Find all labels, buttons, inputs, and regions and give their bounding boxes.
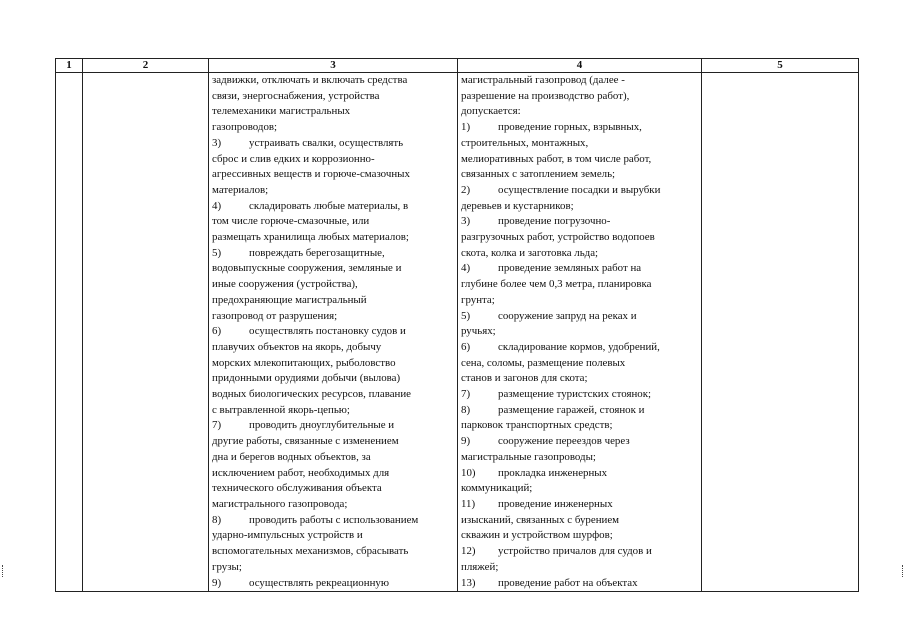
text-line	[212, 340, 455, 356]
text-line	[461, 560, 699, 576]
text-line	[212, 544, 455, 560]
text-line	[212, 230, 455, 246]
text-line	[461, 214, 699, 230]
line-text: размещать хранилища любых материалов;	[212, 231, 409, 244]
item-number: 12)	[461, 545, 476, 558]
line-text: ручьях;	[461, 325, 496, 338]
text-line	[212, 199, 455, 215]
line-text: допускается:	[461, 105, 521, 118]
text-line	[212, 89, 455, 105]
text-line	[212, 403, 455, 419]
line-text: предохраняющие магистральный	[212, 293, 367, 306]
text-line	[461, 167, 699, 183]
line-text: сооружение переездов через	[498, 435, 630, 448]
text-line	[461, 246, 699, 262]
text-line	[461, 466, 699, 482]
header-col-5: 5	[702, 59, 859, 73]
header-col-1: 1	[56, 59, 83, 73]
header-col-3: 3	[209, 59, 458, 73]
header-col-4: 4	[458, 59, 702, 73]
line-text: газопровод от разрушения;	[212, 309, 338, 322]
text-line	[212, 293, 455, 309]
item-number: 11)	[461, 497, 476, 510]
line-text: парковок транспортных средств;	[461, 419, 613, 432]
line-text: размещение гаражей, стоянок и	[498, 403, 645, 416]
text-line	[461, 450, 699, 466]
item-number: 6)	[461, 340, 471, 353]
line-text: исключением работ, необходимых для	[212, 466, 390, 479]
line-text: придонными орудиями добычи (вылова)	[212, 372, 401, 385]
text-line	[461, 324, 699, 340]
line-text: разрешение на производство работ),	[461, 89, 630, 102]
line-text: ударно-импульсных устройств и	[212, 529, 363, 542]
line-text: магистральный газопровод (далее -	[461, 74, 625, 86]
line-text: водных биологических ресурсов, плавание	[212, 388, 412, 401]
cell-col-4-permitted-works	[458, 73, 702, 592]
text-line	[461, 230, 699, 246]
text-line	[212, 481, 455, 497]
line-text: устройство причалов для судов и	[498, 545, 652, 558]
text-line	[212, 513, 455, 529]
text-line	[461, 73, 699, 89]
text-line	[461, 497, 699, 513]
text-line	[212, 371, 455, 387]
line-text: скота, колка и заготовка льда;	[461, 246, 599, 259]
text-line	[461, 340, 699, 356]
text-line	[461, 120, 699, 136]
header-row	[56, 59, 859, 73]
item-number: 4)	[212, 199, 222, 212]
text-line	[212, 246, 455, 262]
line-text: строительных, монтажных,	[461, 136, 589, 149]
item-number: 1)	[461, 121, 471, 134]
text-line	[212, 418, 455, 434]
text-line	[461, 293, 699, 309]
line-text: агрессивных веществ и горюче-смазочных	[212, 168, 410, 181]
document-table	[55, 58, 859, 592]
text-line	[212, 466, 455, 482]
text-line	[212, 104, 455, 120]
line-text: проведение погрузочно-	[498, 215, 611, 228]
line-text: разгрузочных работ, устройство водопоев	[461, 231, 655, 244]
text-line	[212, 324, 455, 340]
line-text: осуществление посадки и вырубки	[498, 183, 661, 196]
text-line	[461, 403, 699, 419]
text-line	[461, 371, 699, 387]
text-line	[212, 214, 455, 230]
text-line	[461, 387, 699, 403]
item-number: 4)	[461, 262, 471, 275]
line-text: глубине более чем 0,3 метра, планировка	[461, 278, 652, 291]
line-text: технического обслуживания объекта	[212, 482, 382, 495]
text-line	[212, 497, 455, 513]
line-text: магистральные газопроводы;	[461, 450, 596, 463]
text-line	[212, 277, 455, 293]
line-text: пляжей;	[461, 560, 499, 573]
line-text: проводить дноуглубительные и	[249, 419, 395, 432]
line-text: мелиоративных работ, в том числе работ,	[461, 152, 652, 165]
text-line	[212, 387, 455, 403]
text-line	[212, 528, 455, 544]
line-text: складировать любые материалы, в	[249, 199, 409, 212]
text-line	[461, 183, 699, 199]
text-line	[461, 199, 699, 215]
line-text: скважин и устройством шурфов;	[461, 529, 613, 542]
text-line	[461, 309, 699, 325]
line-text: повреждать берегозащитные,	[249, 246, 385, 259]
line-text: сброс и слив едких и коррозионно-	[212, 152, 375, 165]
text-line	[212, 261, 455, 277]
line-text: водовыпускные сооружения, земляные и	[212, 262, 402, 275]
text-line	[212, 450, 455, 466]
line-text: морских млекопитающих, рыболовство	[212, 356, 396, 369]
line-text: устраивать свалки, осуществлять	[249, 136, 404, 149]
header-col-2: 2	[83, 59, 209, 73]
line-text: размещение туристских стоянок;	[498, 388, 652, 401]
cell-col-1	[56, 73, 83, 592]
line-text: материалов;	[212, 183, 269, 196]
cell-col-5	[702, 73, 859, 592]
item-number: 3)	[461, 215, 471, 228]
item-number: 10)	[461, 466, 476, 479]
line-text: изысканий, связанных с бурением	[461, 513, 620, 526]
item-number: 3)	[212, 136, 222, 149]
item-number: 13)	[461, 576, 476, 589]
line-text: с вытравленной якорь-цепью;	[212, 403, 350, 416]
content-row	[56, 73, 859, 592]
line-text: связанных с затоплением земель;	[461, 168, 616, 181]
line-text: грунта;	[461, 293, 495, 306]
scan-edge-mark-left	[2, 565, 5, 577]
text-line	[461, 576, 699, 592]
line-text: складирование кормов, удобрений,	[498, 340, 660, 353]
line-text: осуществлять постановку судов и	[249, 325, 406, 338]
line-text: вспомогательных механизмов, сбрасывать	[212, 545, 409, 558]
line-text: деревьев и кустарников;	[461, 199, 574, 212]
line-text: задвижки, отключать и включать средства	[212, 74, 408, 86]
text-line	[461, 544, 699, 560]
text-line	[212, 434, 455, 450]
line-text: осуществлять рекреационную	[249, 576, 389, 589]
text-line	[461, 89, 699, 105]
line-text: том числе горюче-смазочные, или	[212, 215, 370, 228]
text-line	[212, 560, 455, 576]
text-line	[461, 261, 699, 277]
line-text: сооружение запруд на реках и	[498, 309, 637, 322]
line-text: прокладка инженерных	[498, 466, 608, 479]
line-text: телемеханики магистральных	[212, 105, 351, 118]
text-line	[212, 152, 455, 168]
text-line	[461, 513, 699, 529]
line-text: магистрального газопровода;	[212, 497, 348, 510]
text-line	[212, 576, 455, 592]
line-text: иные сооружения (устройства),	[212, 278, 358, 291]
text-line	[461, 528, 699, 544]
text-line	[212, 120, 455, 136]
text-line	[461, 434, 699, 450]
item-number: 8)	[212, 513, 222, 526]
line-text: проведение горных, взрывных,	[498, 121, 642, 134]
item-number: 8)	[461, 403, 471, 416]
text-line	[461, 136, 699, 152]
item-number: 6)	[212, 325, 222, 338]
line-text: дна и берегов водных объектов, за	[212, 450, 371, 463]
line-text: газопроводов;	[212, 121, 278, 134]
text-line	[461, 152, 699, 168]
item-number: 5)	[461, 309, 471, 322]
item-number: 7)	[212, 419, 222, 432]
line-text: плавучих объектов на якорь, добычу	[212, 340, 382, 353]
item-number: 7)	[461, 388, 471, 401]
line-text: станов и загонов для скота;	[461, 372, 588, 385]
item-number: 5)	[212, 246, 222, 259]
text-line	[212, 356, 455, 372]
text-line	[212, 183, 455, 199]
text-line	[461, 277, 699, 293]
line-text: коммуникаций;	[461, 482, 533, 495]
item-number: 9)	[461, 435, 471, 448]
line-text: другие работы, связанные с изменением	[212, 435, 399, 448]
text-line	[461, 104, 699, 120]
line-text: проведение работ на объектах	[498, 576, 638, 589]
text-line	[212, 167, 455, 183]
line-text: сена, соломы, размещение полевых	[461, 356, 626, 369]
line-text: проведение земляных работ на	[498, 262, 642, 275]
text-line	[461, 481, 699, 497]
line-text: связи, энергоснабжения, устройства	[212, 89, 380, 102]
text-line	[212, 73, 455, 89]
line-text: проводить работы с использованием	[249, 513, 419, 526]
cell-col-2	[83, 73, 209, 592]
text-line	[212, 309, 455, 325]
text-line	[212, 136, 455, 152]
cell-col-3-prohibitions	[209, 73, 458, 592]
line-text: грузы;	[212, 560, 242, 573]
text-line	[461, 418, 699, 434]
item-number: 9)	[212, 576, 222, 589]
text-line	[461, 356, 699, 372]
line-text: проведение инженерных	[498, 497, 613, 510]
item-number: 2)	[461, 183, 471, 196]
